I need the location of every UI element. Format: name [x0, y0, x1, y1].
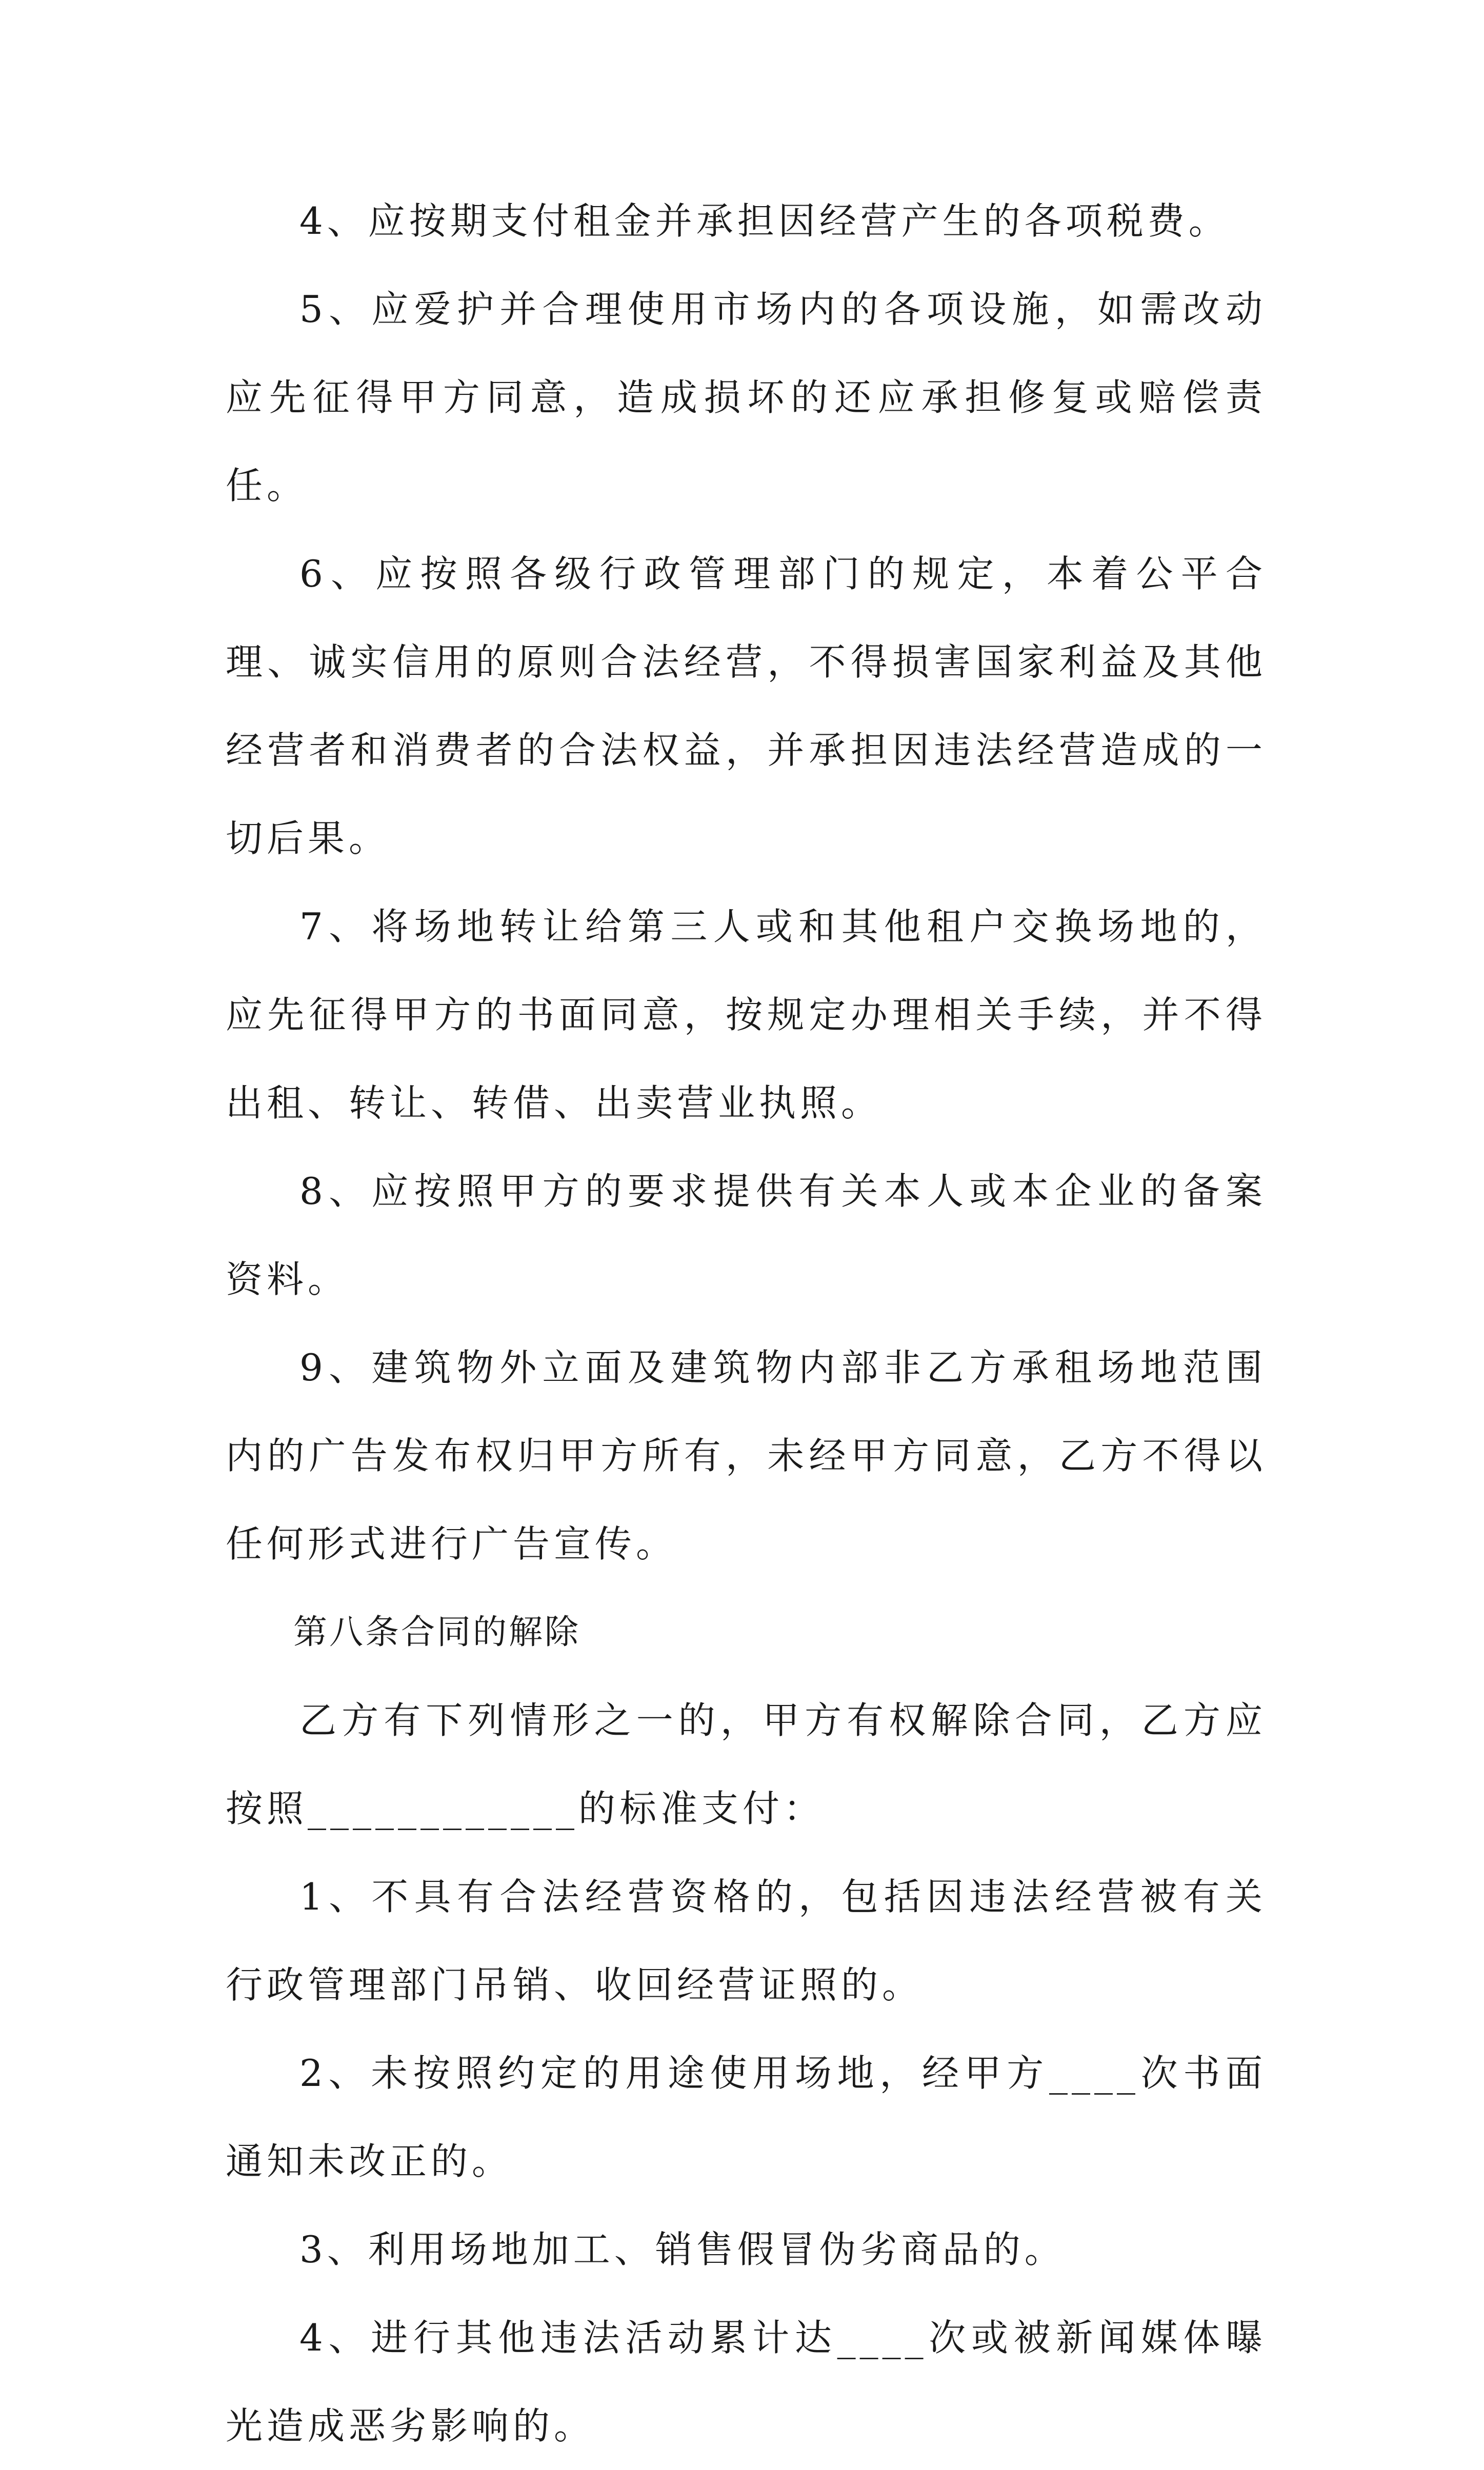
termination-item-1: 1、不具有合法经营资格的，包括因违法经营被有关行政管理部门吊销、收回经营证照的。	[226, 1875, 1267, 2006]
clause-6-lawful-operation: 6、应按照各级行政管理部门的规定，本着公平合理、诚实信用的原则合法经营，不得损害国家利益及其他经营者和消费者的合法权益，并承担因违法经营造成的一切后果。	[226, 552, 1267, 860]
termination-intro: 乙方有下列情形之一的，甲方有权解除合同，乙方应按照____________的标准支付：	[226, 1699, 1267, 1830]
clause-9-advertising: 9、建筑物外立面及建筑物内部非乙方承租场地范围内的广告发布权归甲方所有，未经甲方同意，乙方不得以任何形式进行广告宣传。	[226, 1346, 1267, 1565]
clause-7-transfer: 7、将场地转让给第三人或和其他租户交换场地的，应先征得甲方的书面同意，按规定办理相关手续，并不得出租、转让、转借、出卖营业执照。	[226, 905, 1267, 1124]
clause-5-facilities: 5、应爱护并合理使用市场内的各项设施，如需改动应先征得甲方同意，造成损坏的还应承担修复或赔偿责任。	[226, 288, 1267, 507]
termination-item-3: 3、利用场地加工、销售假冒伪劣商品的。	[299, 2228, 1066, 2271]
document-body	[226, 177, 1267, 2470]
clause-8-filing: 8、应按照甲方的要求提供有关本人或本企业的备案资料。	[226, 1170, 1267, 1301]
article-8-heading: 第八条合同的解除	[293, 1612, 580, 1652]
clause-4-tax: 4、应按期支付租金并承担因经营产生的各项税费。	[299, 199, 1230, 243]
termination-item-2: 2、未按照约定的用途使用场地，经甲方____次书面通知未改正的。	[226, 2052, 1267, 2183]
termination-item-4: 4、进行其他违法活动累计达____次或被新闻媒体曝光造成恶劣影响的。	[226, 2316, 1267, 2447]
